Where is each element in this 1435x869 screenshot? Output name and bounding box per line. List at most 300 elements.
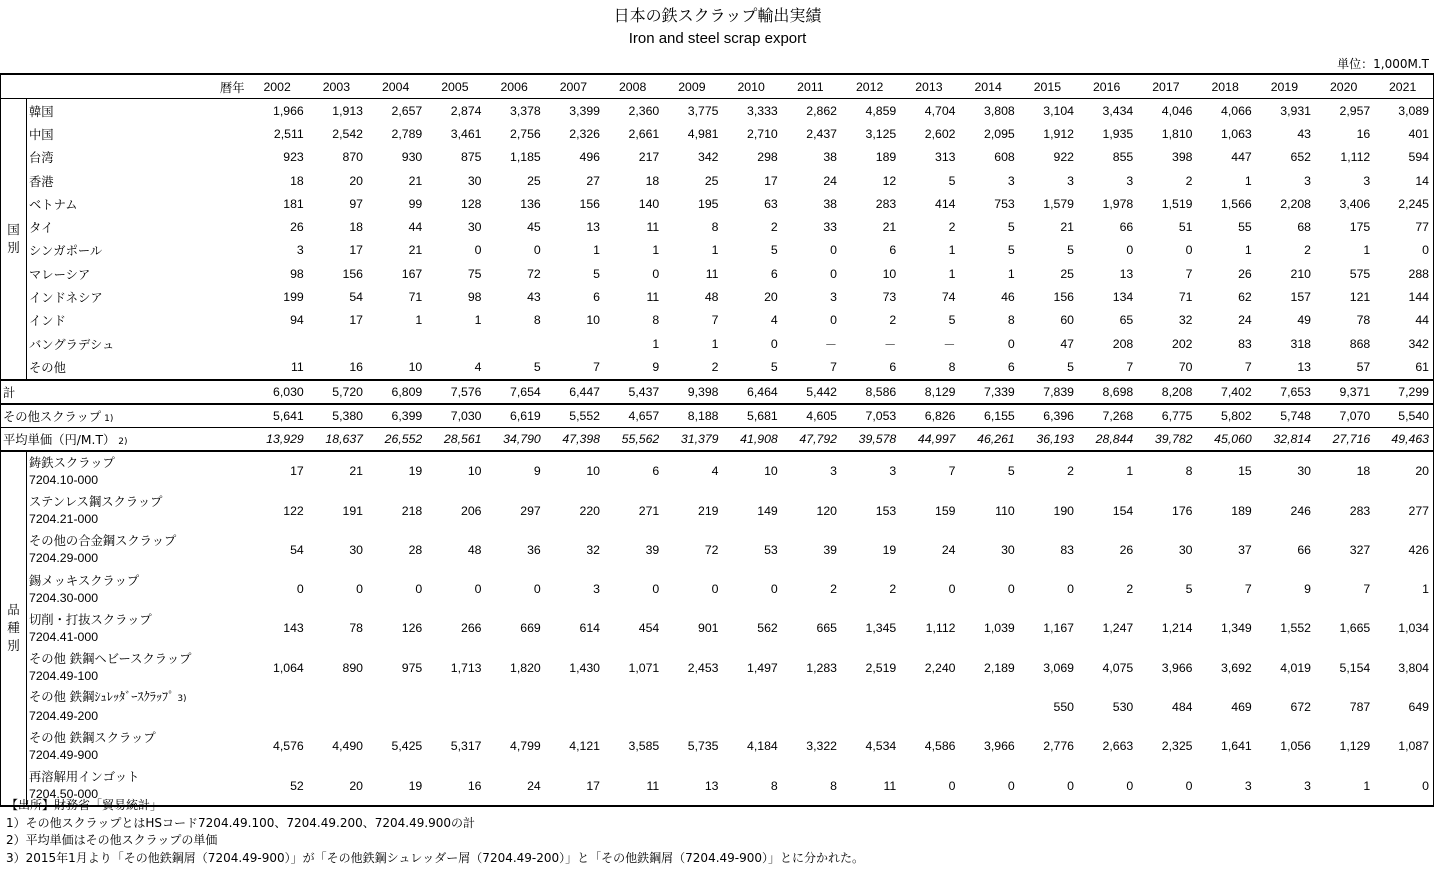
value-cell xyxy=(308,687,367,726)
value-cell: 3,692 xyxy=(1220,660,1252,675)
value-cell: 5,681 xyxy=(723,404,782,428)
value-cell: 189 xyxy=(875,150,897,165)
value-cell: 753 xyxy=(994,196,1015,211)
value-cell: 4 xyxy=(474,359,482,374)
value-cell: 3,104 xyxy=(1043,103,1075,118)
value-cell: 97 xyxy=(349,196,364,211)
total-label xyxy=(1,380,249,404)
product-name-line xyxy=(29,769,245,786)
value-cell: 1,349 xyxy=(1220,621,1252,636)
value-cell: 0 xyxy=(1126,243,1134,258)
year-header: 2016 xyxy=(1078,74,1137,99)
value-cell: 38 xyxy=(823,150,838,165)
value-cell xyxy=(900,687,959,726)
value-cell: 550 xyxy=(1053,699,1075,714)
value-cell: 143 xyxy=(283,621,304,636)
value-cell: 73 xyxy=(882,290,897,305)
year-header: 2015 xyxy=(1019,74,1078,99)
value-cell: 39 xyxy=(823,542,838,557)
value-cell: 4,704 xyxy=(924,103,956,118)
value-cell: 7 xyxy=(830,359,838,374)
value-cell: 614 xyxy=(579,621,601,636)
value-cell: 608 xyxy=(994,150,1015,165)
value-cell: 14 xyxy=(1415,173,1430,188)
value-cell: 52 xyxy=(249,766,308,806)
year-header: 2011 xyxy=(782,74,841,99)
value-cell: 149 xyxy=(757,503,778,518)
product-name: その他 鉄鋼ヘビースクラップ xyxy=(29,652,192,667)
value-cell: 44 xyxy=(408,220,423,235)
value-cell: 153 xyxy=(875,503,897,518)
value-cell: 11 xyxy=(646,290,660,305)
table-row xyxy=(1,491,1434,530)
value-cell: 875 xyxy=(460,150,482,165)
value-cell: 447 xyxy=(1231,150,1252,165)
value-cell: 24 xyxy=(486,766,545,806)
header-row xyxy=(1,74,1434,99)
value-cell: 5,735 xyxy=(687,739,719,754)
table-row xyxy=(1,169,1434,192)
value-cell: 283 xyxy=(875,196,897,211)
value-cell: 25 xyxy=(527,173,541,188)
value-cell: 4,184 xyxy=(746,739,778,754)
value-cell: 2,453 xyxy=(687,660,719,675)
product-label xyxy=(27,687,249,726)
value-cell: 414 xyxy=(934,196,956,211)
value-cell: 426 xyxy=(1408,542,1430,557)
value-cell: 266 xyxy=(460,621,482,636)
product-name-line xyxy=(29,651,245,668)
value-cell: 1,247 xyxy=(1102,621,1134,636)
product-name: 再溶解用インゴット xyxy=(29,770,140,785)
value-cell: 3,125 xyxy=(865,126,897,141)
year-header: 2003 xyxy=(308,74,367,99)
value-cell: 65 xyxy=(1119,313,1134,328)
value-cell: 13 xyxy=(1297,359,1312,374)
value-cell: 8,698 xyxy=(1078,380,1137,404)
value-cell: 7,268 xyxy=(1078,404,1137,428)
value-cell: 6 xyxy=(770,266,778,281)
value-cell: 190 xyxy=(1053,503,1075,518)
value-cell: 30 xyxy=(349,542,364,557)
value-cell: 1 xyxy=(1363,243,1371,258)
value-cell: 8,586 xyxy=(841,380,900,404)
value-cell: 3,378 xyxy=(509,103,541,118)
value-cell: 10 xyxy=(545,451,604,491)
value-cell: 1,214 xyxy=(1161,621,1193,636)
value-cell: 18 xyxy=(645,173,660,188)
value-cell: 8 xyxy=(782,766,841,806)
value-cell: 2 xyxy=(770,220,778,235)
value-cell: 1,345 xyxy=(865,621,897,636)
value-cell: 134 xyxy=(1112,290,1134,305)
value-cell: 1,579 xyxy=(1043,196,1075,211)
year-header: 2008 xyxy=(604,74,663,99)
value-cell: 30 xyxy=(1256,451,1315,491)
value-cell: 7,839 xyxy=(1019,380,1078,404)
value-cell: 17 xyxy=(349,313,364,328)
value-cell: 10 xyxy=(723,451,782,491)
value-cell: 51 xyxy=(1178,220,1193,235)
value-cell: 43 xyxy=(527,290,541,305)
product-label xyxy=(27,648,249,687)
value-cell: 11 xyxy=(841,766,900,806)
value-cell: 594 xyxy=(1408,150,1430,165)
product-label xyxy=(27,491,249,530)
value-cell: 5,437 xyxy=(604,380,663,404)
value-cell: 2,511 xyxy=(273,126,304,141)
value-cell: 0 xyxy=(1374,766,1433,806)
value-cell: 4 xyxy=(663,451,722,491)
value-cell: 121 xyxy=(1349,290,1371,305)
value-cell: 0 xyxy=(830,313,838,328)
value-cell: 1 xyxy=(711,243,719,258)
value-cell: 62 xyxy=(1238,290,1252,305)
value-cell: 7 xyxy=(1185,266,1193,281)
country-label: 台湾 xyxy=(29,151,54,166)
value-cell: － xyxy=(943,337,956,352)
value-cell: 3,434 xyxy=(1102,103,1134,118)
table-row xyxy=(1,285,1434,308)
value-cell: 0 xyxy=(960,766,1019,806)
value-cell: 9 xyxy=(486,451,545,491)
value-cell: 5 xyxy=(948,313,956,328)
year-header: 2012 xyxy=(841,74,900,99)
value-cell: 13 xyxy=(663,766,722,806)
value-cell: 0 xyxy=(474,582,482,597)
value-cell: 45,060 xyxy=(1197,427,1256,451)
value-cell: 3 xyxy=(1256,766,1315,806)
value-cell: 313 xyxy=(934,150,956,165)
value-cell: 181 xyxy=(283,196,304,211)
table-row xyxy=(1,355,1434,379)
table-row xyxy=(1,451,1434,491)
value-cell: 75 xyxy=(467,266,482,281)
value-cell: 283 xyxy=(1349,503,1371,518)
value-cell: 5,540 xyxy=(1374,404,1433,428)
value-cell: 140 xyxy=(638,196,660,211)
value-cell: 5 xyxy=(1067,243,1075,258)
value-cell: 922 xyxy=(1053,150,1075,165)
value-cell: 2,657 xyxy=(391,103,423,118)
value-cell: 8 xyxy=(723,766,782,806)
value-cell: 21 xyxy=(408,243,423,258)
value-cell xyxy=(604,687,663,726)
value-cell: 4,576 xyxy=(272,739,304,754)
value-cell: 199 xyxy=(283,290,304,305)
other_scrap-name: その他スクラップ xyxy=(3,409,102,424)
hs-code: 7204.41-000 xyxy=(29,629,99,644)
value-cell: 94 xyxy=(290,313,304,328)
value-cell: 0 xyxy=(1137,766,1196,806)
value-cell: 5,154 xyxy=(1339,660,1371,675)
value-cell: 5 xyxy=(770,359,778,374)
value-cell: 1,112 xyxy=(1340,150,1371,165)
value-cell: 4,121 xyxy=(569,739,601,754)
value-cell: 30 xyxy=(1178,542,1193,557)
table-row xyxy=(1,648,1434,687)
value-cell: 3 xyxy=(782,451,841,491)
value-cell: 7,653 xyxy=(1256,380,1315,404)
value-cell: 19 xyxy=(367,451,426,491)
value-cell: 1,185 xyxy=(509,150,541,165)
note-line: 2）平均単価はその他スクラップの単価 xyxy=(6,833,218,847)
value-cell: 10 xyxy=(408,359,423,374)
value-cell: 17 xyxy=(349,243,364,258)
value-cell: 3,931 xyxy=(1280,103,1312,118)
value-cell: 7,299 xyxy=(1374,380,1433,404)
value-cell: 0 xyxy=(770,582,778,597)
value-cell: 2 xyxy=(1185,173,1193,188)
value-cell: 0 xyxy=(652,266,660,281)
value-cell: 26 xyxy=(1238,266,1252,281)
value-cell: 3 xyxy=(830,290,838,305)
value-cell: 31,379 xyxy=(663,427,722,451)
hs-code: 7204.10-000 xyxy=(29,472,99,487)
value-cell: 1,497 xyxy=(746,660,778,675)
value-cell xyxy=(426,332,485,355)
value-cell: 6,030 xyxy=(249,380,308,404)
value-cell: 16 xyxy=(426,766,485,806)
value-cell: 45 xyxy=(527,220,541,235)
table-row xyxy=(1,609,1434,648)
table-row xyxy=(1,332,1434,355)
product-label xyxy=(27,451,249,491)
value-cell: 34,790 xyxy=(486,427,545,451)
value-cell: 1,935 xyxy=(1102,126,1134,141)
value-cell: 10 xyxy=(882,266,897,281)
product-name: その他の合金鋼スクラップ xyxy=(29,534,177,549)
year-header: 2013 xyxy=(900,74,959,99)
value-cell: 4,490 xyxy=(332,739,364,754)
value-cell: 13 xyxy=(586,220,601,235)
value-cell: 28,561 xyxy=(426,427,485,451)
total-name: 計 xyxy=(3,385,16,400)
value-cell: 8 xyxy=(533,313,541,328)
value-cell: 66 xyxy=(1297,542,1312,557)
value-cell: 7,030 xyxy=(426,404,485,428)
value-cell: 0 xyxy=(900,766,959,806)
value-cell: 9 xyxy=(1304,582,1312,597)
country-label: 香港 xyxy=(29,174,54,189)
export-table xyxy=(0,73,1434,807)
value-cell: 6,464 xyxy=(723,380,782,404)
value-cell: 2 xyxy=(889,313,897,328)
value-cell: 327 xyxy=(1349,542,1371,557)
value-cell: 1 xyxy=(711,336,719,351)
value-cell: 2 xyxy=(1304,243,1312,258)
value-cell: 54 xyxy=(290,542,304,557)
value-cell: 110 xyxy=(995,503,1015,518)
value-cell: 8,188 xyxy=(663,404,722,428)
product-label xyxy=(27,569,249,608)
value-cell: 3,322 xyxy=(806,739,838,754)
value-cell: 189 xyxy=(1231,503,1252,518)
product-name-line xyxy=(29,612,245,629)
note-line: 3）2015年1月より「その他鉄鋼屑（7204.49-900）」が「その他鉄鋼シュレッダー屑（7204.49-200）」と「その他鉄鋼屑（7204.49-900）」とに分かれた。 xyxy=(6,850,865,865)
value-cell: 120 xyxy=(816,503,838,518)
value-cell: 9 xyxy=(652,359,660,374)
value-cell: 4,859 xyxy=(865,103,897,118)
value-cell: 3 xyxy=(1007,173,1015,188)
value-cell: 78 xyxy=(349,621,364,636)
value-cell: 454 xyxy=(638,621,660,636)
value-cell: 1 xyxy=(1244,243,1252,258)
value-cell: 2 xyxy=(711,359,719,374)
value-cell: 665 xyxy=(816,621,838,636)
product-label xyxy=(27,609,249,648)
value-cell xyxy=(545,332,604,355)
value-cell: 923 xyxy=(283,150,304,165)
value-cell: 13,929 xyxy=(249,427,308,451)
value-cell: 1,519 xyxy=(1161,196,1193,211)
value-cell: 1,039 xyxy=(983,621,1015,636)
value-cell: 4,799 xyxy=(509,739,541,754)
value-cell xyxy=(663,687,722,726)
value-cell: 1,064 xyxy=(272,660,304,675)
value-cell: 191 xyxy=(342,503,364,518)
value-cell: 5 xyxy=(948,173,956,188)
value-cell: 1 xyxy=(1422,582,1430,597)
value-cell: 195 xyxy=(697,196,719,211)
value-cell: 6 xyxy=(593,290,601,305)
value-cell: 210 xyxy=(1290,266,1312,281)
year-header: 2010 xyxy=(723,74,782,99)
note-line: 【出所】財務省「貿易統計」 xyxy=(6,798,163,812)
value-cell: 48 xyxy=(704,290,719,305)
value-cell: 1 xyxy=(415,313,423,328)
table-row xyxy=(1,262,1434,285)
value-cell: 398 xyxy=(1171,150,1193,165)
value-cell: 469 xyxy=(1231,699,1252,714)
value-cell: 0 xyxy=(830,243,838,258)
value-cell: 0 xyxy=(1067,582,1075,597)
table-row xyxy=(1,122,1434,145)
value-cell: 83 xyxy=(1238,336,1252,351)
value-cell: 5,641 xyxy=(249,404,308,428)
value-cell: 126 xyxy=(401,621,423,636)
value-cell: 1,552 xyxy=(1280,621,1312,636)
value-cell: 7 xyxy=(1244,582,1252,597)
year-header: 2007 xyxy=(545,74,604,99)
value-cell: 48 xyxy=(467,542,482,557)
value-cell: 1,810 xyxy=(1161,126,1193,141)
value-cell: 78 xyxy=(1356,313,1371,328)
value-cell: 3 xyxy=(1067,173,1075,188)
value-cell: 4,075 xyxy=(1102,660,1134,675)
value-cell: 8 xyxy=(948,359,956,374)
value-cell xyxy=(486,332,545,355)
group-char: 国 xyxy=(7,221,20,237)
hs-code: 7204.49-900 xyxy=(29,747,99,762)
table-row xyxy=(1,99,1434,123)
value-cell: 26,552 xyxy=(367,427,426,451)
value-cell: 30 xyxy=(1001,542,1015,557)
value-cell: 484 xyxy=(1171,699,1193,714)
value-cell: 17 xyxy=(545,766,604,806)
year-header: 2018 xyxy=(1197,74,1256,99)
value-cell: 2 xyxy=(1126,582,1134,597)
value-cell: 6 xyxy=(1007,359,1015,374)
value-cell: 277 xyxy=(1408,503,1430,518)
value-cell: 5 xyxy=(770,243,778,258)
value-cell: 3 xyxy=(841,451,900,491)
value-cell: 1 xyxy=(652,243,660,258)
value-cell: 2,240 xyxy=(924,660,956,675)
value-cell: 217 xyxy=(638,150,660,165)
value-cell: 6,809 xyxy=(367,380,426,404)
value-cell: 208 xyxy=(1112,336,1134,351)
value-cell: 1,167 xyxy=(1043,621,1075,636)
value-cell: 2,663 xyxy=(1102,739,1134,754)
value-cell: 5 xyxy=(1067,359,1075,374)
value-cell: 342 xyxy=(697,150,719,165)
value-cell: 2,874 xyxy=(450,103,482,118)
value-cell: 0 xyxy=(1007,336,1015,351)
value-cell: 6 xyxy=(889,359,897,374)
value-cell: 1,129 xyxy=(1339,739,1371,754)
value-cell: 16 xyxy=(1356,126,1371,141)
value-cell: 72 xyxy=(704,542,719,557)
value-cell: 55,562 xyxy=(604,427,663,451)
value-cell: 4,586 xyxy=(924,739,956,754)
table-row xyxy=(1,404,1434,428)
value-cell xyxy=(367,687,426,726)
value-cell xyxy=(249,687,308,726)
value-cell: 2,189 xyxy=(983,660,1015,675)
country-label: タイ xyxy=(29,221,54,236)
value-cell: 136 xyxy=(520,196,541,211)
value-cell: 0 xyxy=(1078,766,1137,806)
value-cell: 7 xyxy=(593,359,601,374)
year-header: 2021 xyxy=(1374,74,1433,99)
value-cell: 2,789 xyxy=(391,126,423,141)
value-cell: 206 xyxy=(460,503,482,518)
country-label: 中国 xyxy=(29,127,54,142)
group-char: 別 xyxy=(7,239,20,255)
value-cell: 176 xyxy=(1171,503,1193,518)
value-cell: 8 xyxy=(1007,313,1015,328)
value-cell: 6,155 xyxy=(960,404,1019,428)
avg_price-name: 平均単価（円/M.T） xyxy=(3,432,116,447)
value-cell: 0 xyxy=(533,243,541,258)
value-cell: 6,619 xyxy=(486,404,545,428)
value-cell: 3,089 xyxy=(1398,103,1430,118)
value-cell: 787 xyxy=(1349,699,1371,714)
value-cell: 5,552 xyxy=(545,404,604,428)
value-cell: 7 xyxy=(711,313,719,328)
value-cell: 2,095 xyxy=(983,126,1015,141)
table-body xyxy=(1,99,1434,807)
value-cell: 16 xyxy=(349,359,364,374)
value-cell: 41,908 xyxy=(723,427,782,451)
value-cell: 6 xyxy=(889,243,897,258)
value-cell: 83 xyxy=(1060,542,1075,557)
value-cell: 49 xyxy=(1297,313,1312,328)
value-cell: 4,981 xyxy=(687,126,719,141)
value-cell: 5,720 xyxy=(308,380,367,404)
value-cell: 18 xyxy=(1315,451,1374,491)
value-cell: 8,129 xyxy=(900,380,959,404)
value-cell: 13 xyxy=(1119,266,1134,281)
value-cell: 218 xyxy=(401,503,423,518)
value-cell: 70 xyxy=(1178,359,1193,374)
value-cell: 2,862 xyxy=(806,103,838,118)
value-cell: 66 xyxy=(1119,220,1134,235)
value-cell: 298 xyxy=(757,150,778,165)
value-cell: 21 xyxy=(408,173,423,188)
value-cell: 25 xyxy=(1060,266,1075,281)
